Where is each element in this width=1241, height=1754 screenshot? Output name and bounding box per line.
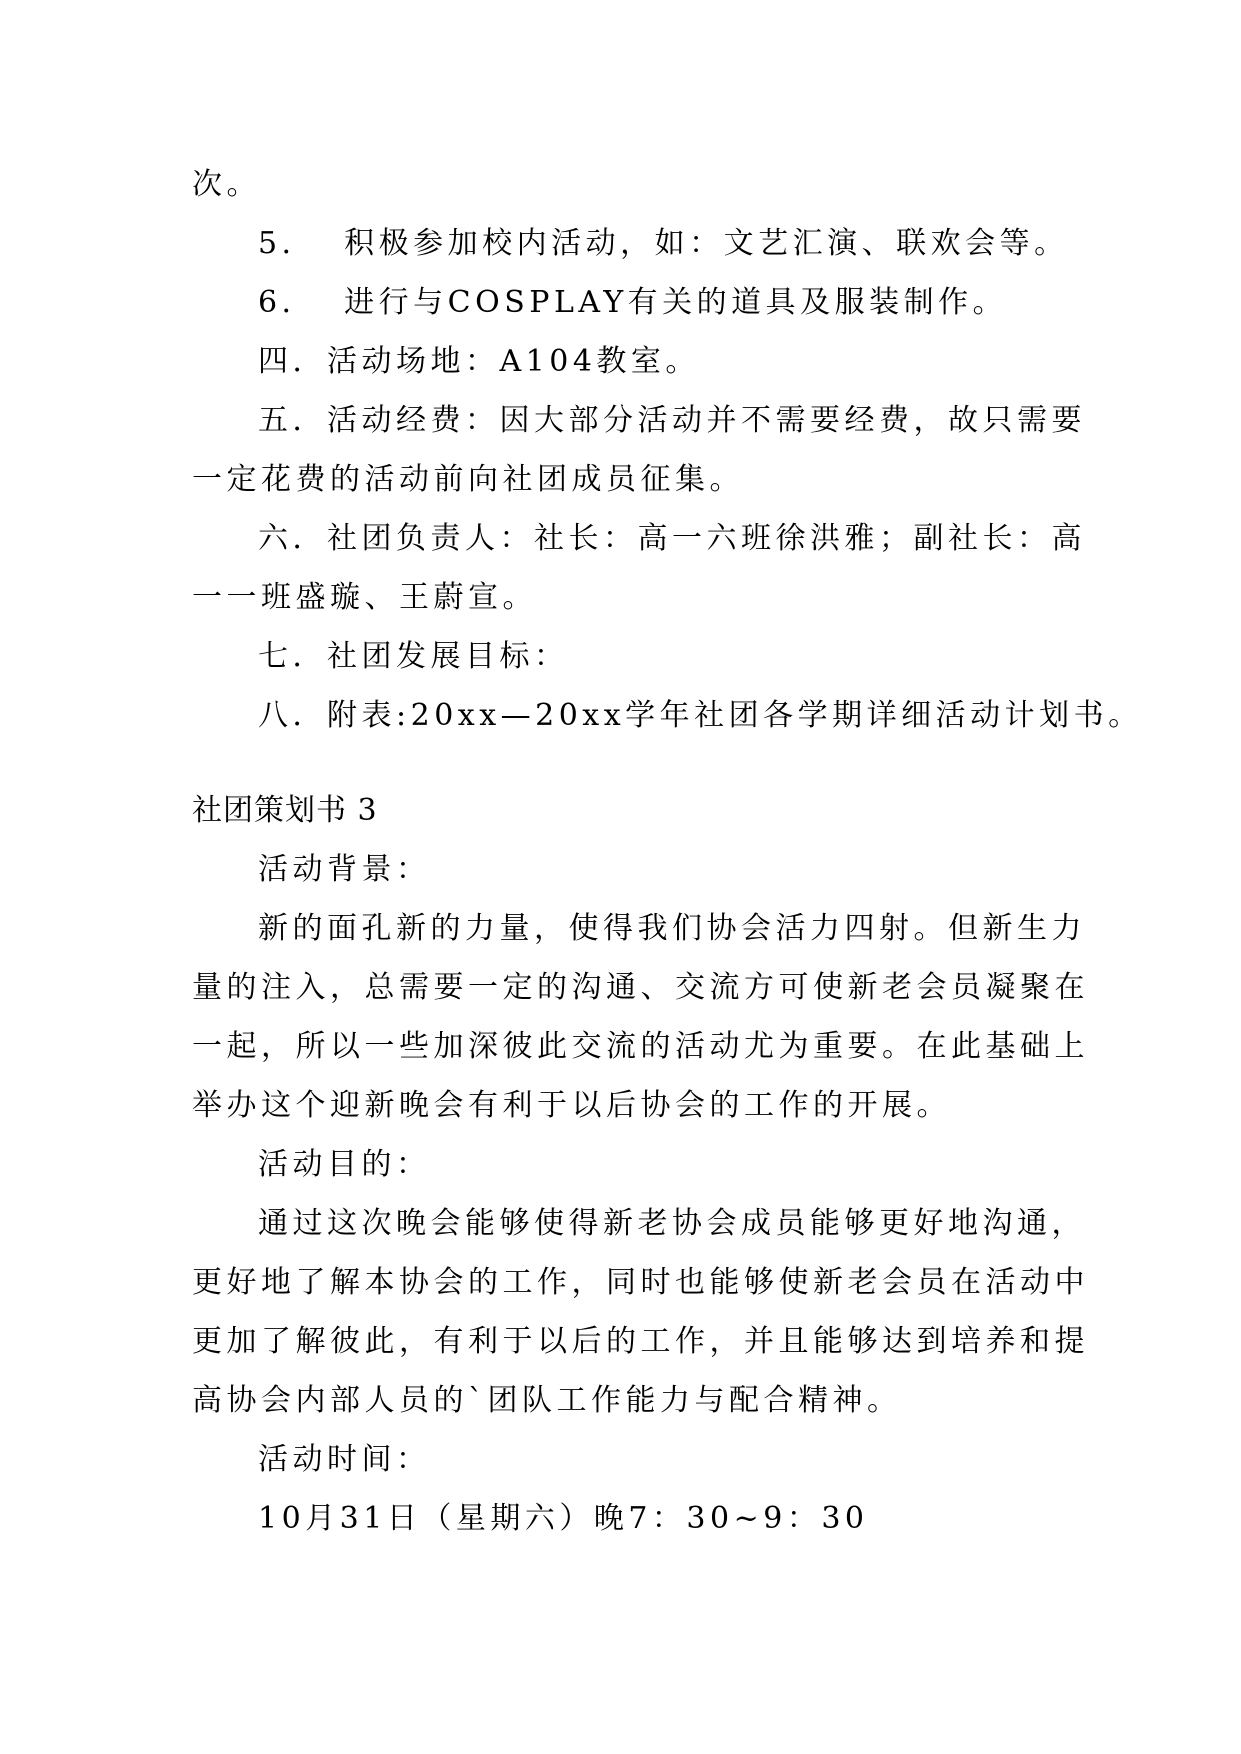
paragraph-line: 七．社团发展目标： — [258, 639, 569, 674]
paragraph-line: 更加了解彼此，有利于以后的工作，并且能够达到培养和提 — [192, 1324, 1089, 1359]
paragraph-line: 量的注入，总需要一定的沟通、交流方可使新老会员凝聚在 — [192, 970, 1089, 1005]
paragraph-line: 更好地了解本协会的工作，同时也能够使新老会员在活动中 — [192, 1265, 1089, 1300]
document-page — [192, 155, 1143, 1548]
section-part1 — [192, 155, 1143, 745]
paragraph-line: 活动目的： — [258, 1147, 431, 1182]
section-part2 — [192, 840, 1092, 1548]
paragraph-line: 六．社团负责人：社长：高一六班徐洪雅；副社长：高 — [258, 521, 1086, 556]
paragraph-line: 6． 进行与COSPLAY有关的道具及服装制作。 — [258, 285, 1008, 320]
paragraph-line: 次。 — [192, 167, 261, 202]
section-gap — [192, 745, 1092, 781]
paragraph-line: 活动背景： — [258, 852, 431, 887]
paragraph-line: 八．附表:20xx—20xx学年社团各学期详细活动计划书。 — [258, 698, 1143, 733]
paragraph-line: 活动时间： — [258, 1442, 431, 1477]
paragraph-line: 四．活动场地：A104教室。 — [258, 344, 700, 379]
paragraph-line: 一一班盛璇、王蔚宣。 — [192, 580, 537, 615]
paragraph-line: 10月31日（星期六）晚7：30~9：30 — [258, 1501, 869, 1536]
section-title: 社团策划书 3 — [192, 793, 378, 828]
paragraph-line: 5． 积极参加校内活动，如：文艺汇演、联欢会等。 — [258, 226, 1069, 261]
paragraph-line: 一定花费的活动前向社团成员征集。 — [192, 462, 744, 497]
paragraph-line: 通过这次晚会能够使得新老协会成员能够更好地沟通， — [258, 1206, 1086, 1241]
paragraph-line: 新的面孔新的力量，使得我们协会活力四射。但新生力 — [258, 911, 1086, 946]
paragraph-line: 高协会内部人员的`团队工作能力与配合精神。 — [192, 1383, 902, 1418]
paragraph-line: 举办这个迎新晚会有利于以后协会的工作的开展。 — [192, 1088, 951, 1123]
paragraph-line: 一起，所以一些加深彼此交流的活动尤为重要。在此基础上 — [192, 1029, 1089, 1064]
paragraph-line: 五．活动经费：因大部分活动并不需要经费，故只需要 — [258, 403, 1086, 438]
